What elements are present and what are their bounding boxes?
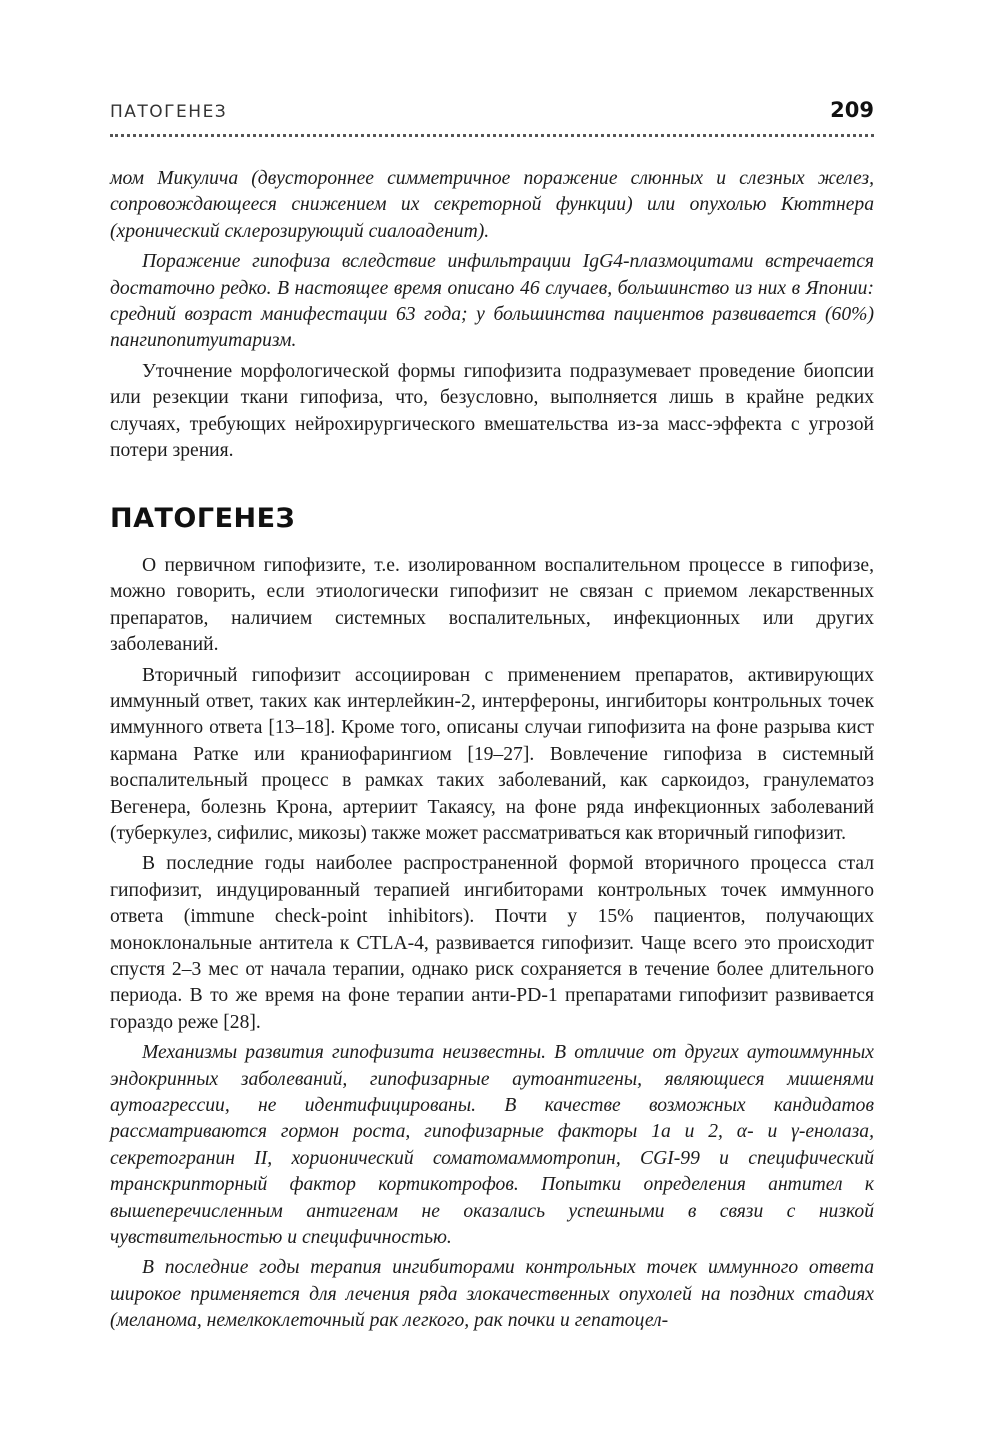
header-divider	[110, 134, 874, 137]
paragraph: Уточнение морфологической формы гипофизита подразумевает проведение биопсии или резекции ткани гипофиза, что, безусловно, выполняется лишь в крайне редких случаях, требующих нейрохирургического вмешательства из-за масс-эффекта с угрозой потери зрения.	[110, 360, 874, 462]
body-text	[110, 166, 874, 1339]
running-header-title: ПАТОГЕНЕЗ	[110, 102, 228, 122]
paragraph: Вторичный гипофизит ассоциирован с применением препаратов, активирующих иммунный ответ, таких как интерлейкин-2, интерфероны, ингибиторы контрольных точек иммунного ответа [13–18]. Кроме того, описаны случаи гипофизита на фоне разрыва кист кармана Ратке или краниофарингиом [19–27]. Вовлечение гипофиза в системный воспалительный процесс в рамках таких заболеваний, как саркоидоз, гранулематоз Вегенера, болезнь Крона, артериит Такаясу, на фоне ряда инфекционных заболеваний (туберкулез, сифилис, микозы) также может рассматриваться как вторичный гипофизит.	[110, 664, 874, 844]
paragraph: Поражение гипофиза вследствие инфильтрации IgG4-плазмоцитами встречается достаточно редко. В настоящее время описано 46 случаев, большинство из них в Японии: средний возраст манифестации 63 года; у большинства пациентов развивается (60%) пангипопитуитаризм.	[110, 251, 874, 352]
section-heading: ПАТОГЕНЕЗ	[110, 503, 296, 535]
running-header	[110, 98, 874, 128]
paragraph: Механизмы развития гипофизита неизвестны. В отличие от других аутоиммунных эндокринных заболеваний, гипофизарные аутоантигены, являющиеся мишенями аутоагрессии, не идентифицированы. В качестве возможных кандидатов рассматриваются гормон роста, гипофизарные факторы 1а и 2, α- и γ-енолаза, секретогранин II, хорионический соматомаммотропин, CGI-99 и специфический транскрипторный фактор кортикотрофов. Попытки определения антител к вышеперечисленным антигенам не оказались успешными в связи с низкой чувствительностью и специфичностью.	[110, 1042, 874, 1249]
page-number: 209	[830, 98, 874, 122]
paragraph: О первичном гипофизите, т.е. изолированном воспалительном процессе в гипофизе, можно говорить, если этиологически гипофизит не связан с приемом лекарственных препаратов, наличием системных воспалительных, инфекционных или других заболеваний.	[110, 554, 874, 656]
paragraph: В последние годы наиболее распространенной формой вторичного процесса стал гипофизит, индуцированный терапией ингибиторами контрольных точек иммунного ответа (immune check-point inhibitors). Почти у 15% пациентов, получающих моноклональные антитела к CTLA-4, развивается гипофизит. Чаще всего это происходит спустя 2–3 мес от начала терапии, однако риск сохраняется в течение более длительного периода. В то же время на фоне терапии анти-PD-1 препаратами гипофизит развивается гораздо реже [28].	[110, 853, 874, 1033]
paragraph: В последние годы терапия ингибиторами контрольных точек иммунного ответа широкое применяется для лечения ряда злокачественных опухолей на поздних стадиях (меланома, немелкоклеточный рак легкого, рак почки и гепатоцел-	[110, 1257, 874, 1332]
paragraph: мом Микулича (двустороннее симметричное поражение слюнных и слезных желез, сопровождающееся снижением их секреторной функции) или опухолью Кюттнера (хронический склерозирующий сиалоаденит).	[110, 168, 874, 242]
